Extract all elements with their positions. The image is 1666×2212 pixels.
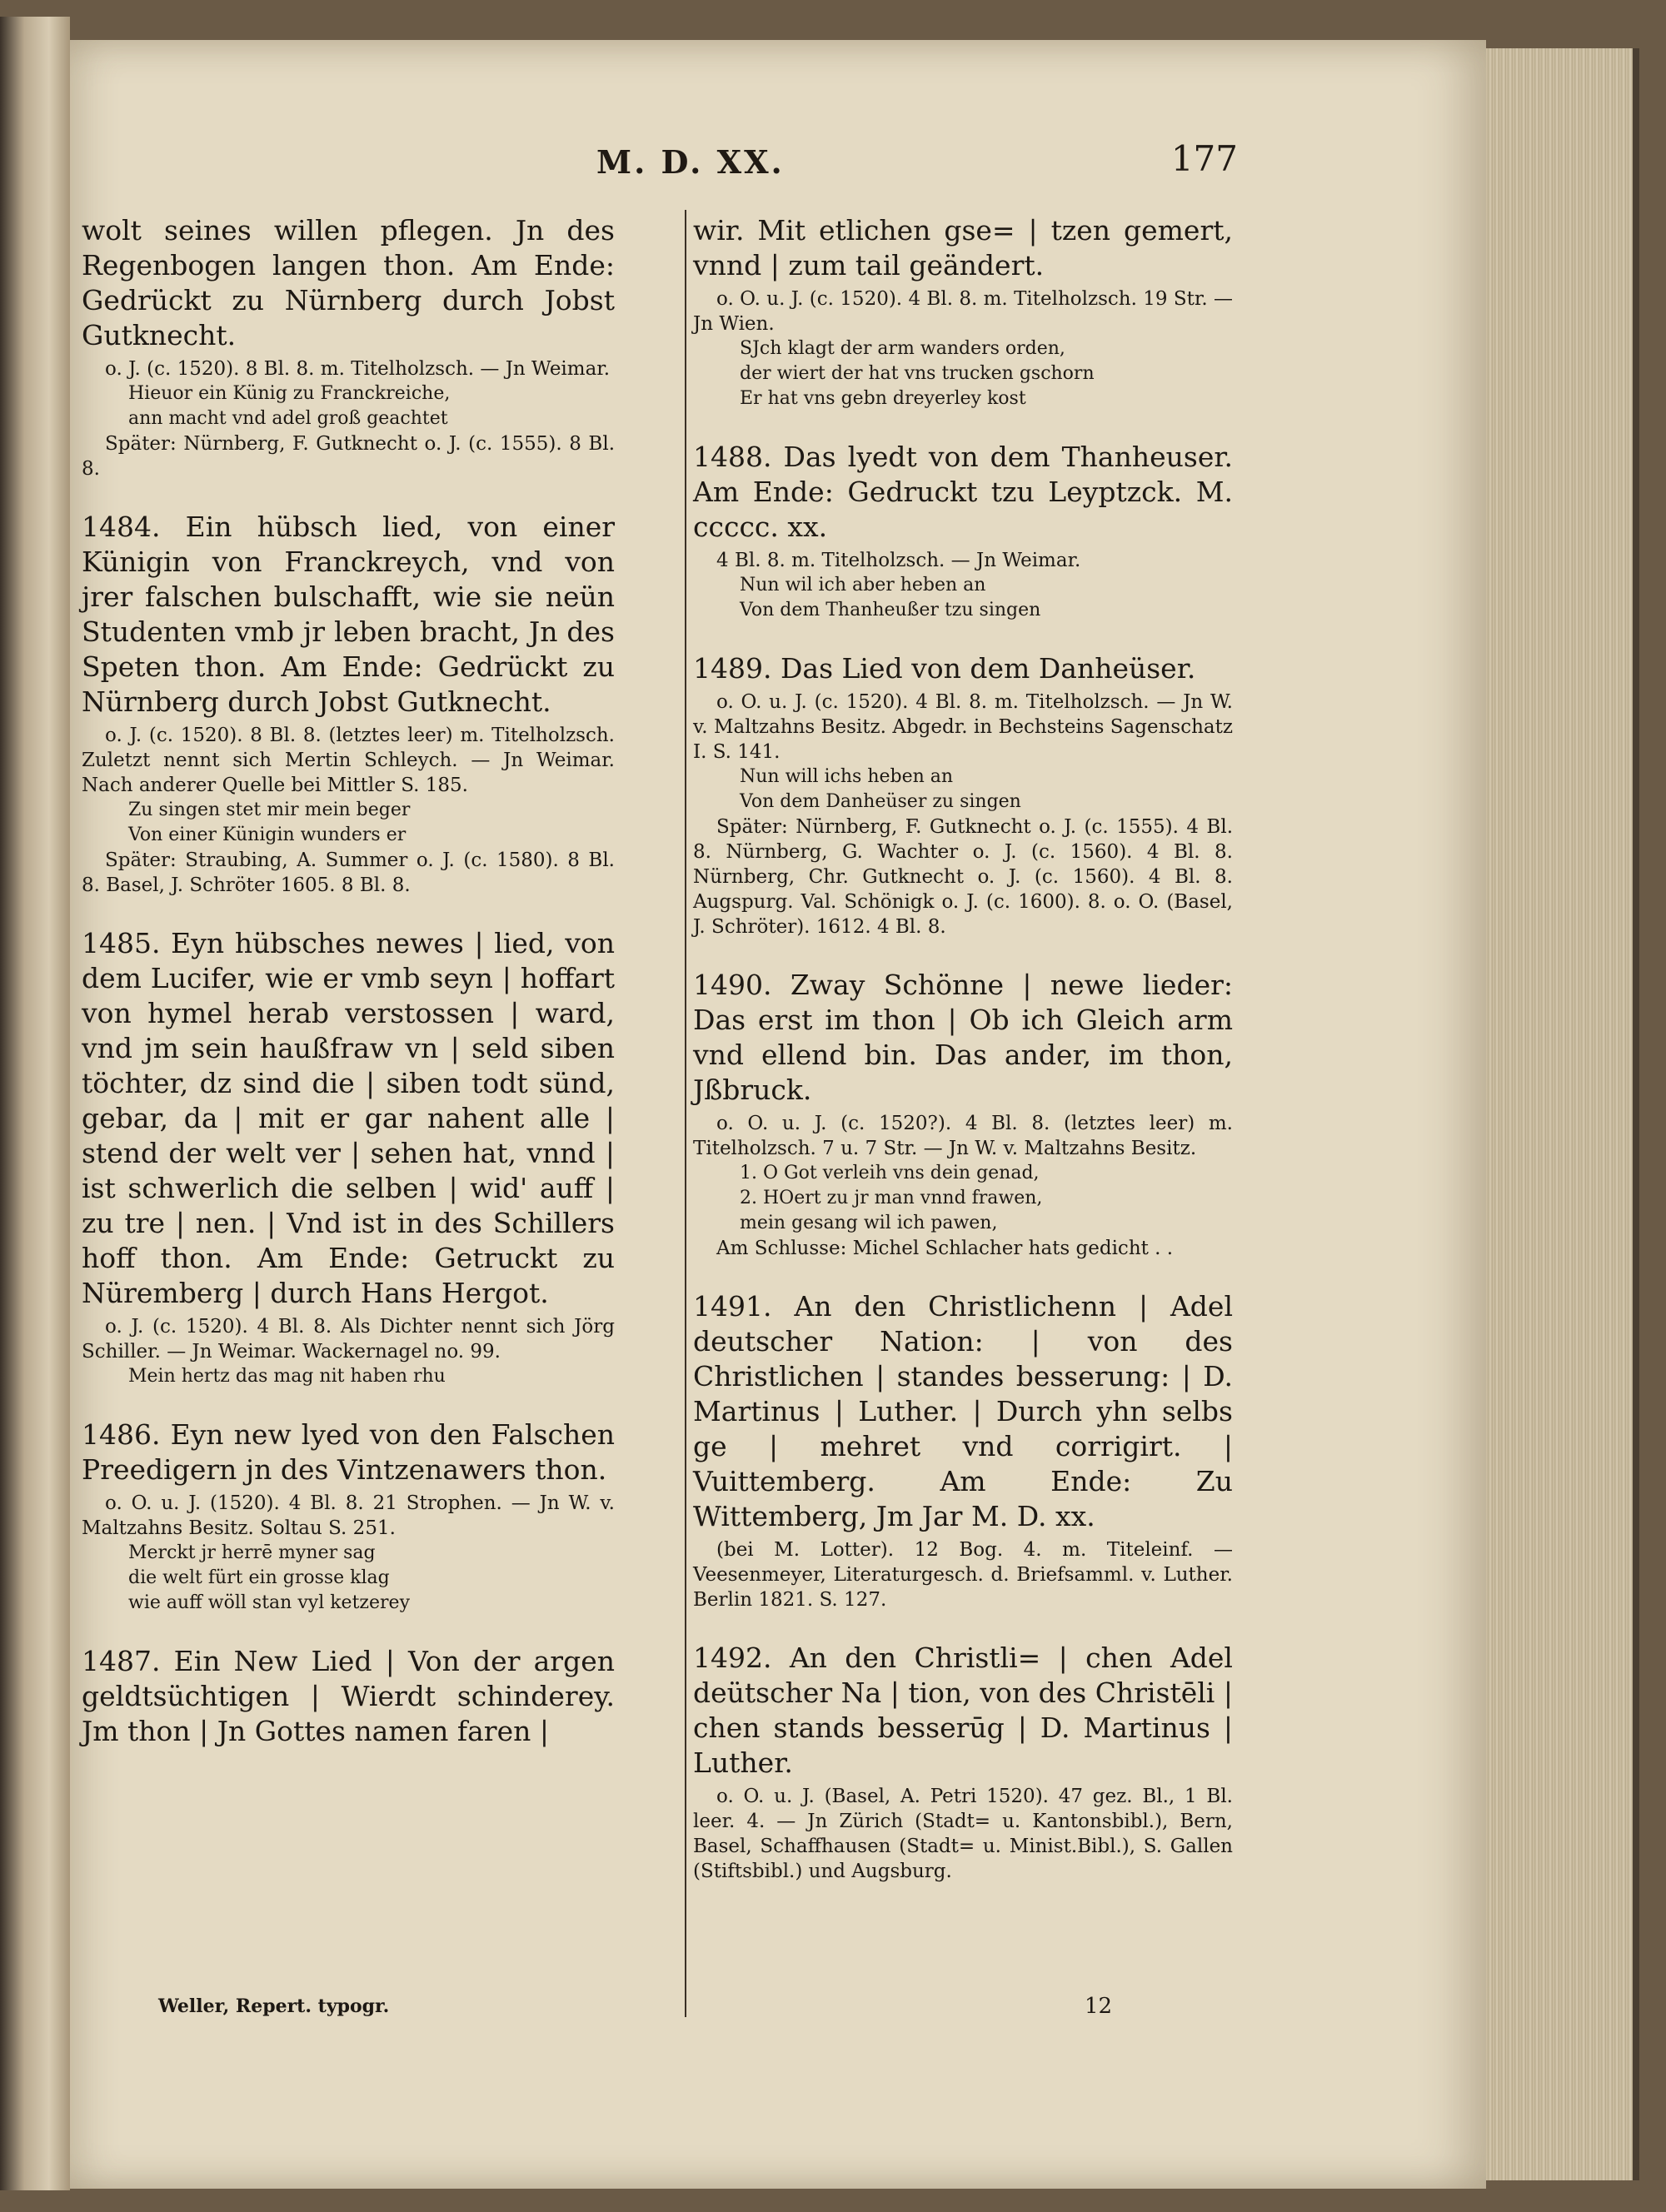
entry-later-editions: Später: Straubing, A. Summer o. J. (c. 1580). 8 Bl. 8. Basel, J. Schröter 1605. 8 Bl. 8. <box>82 849 615 896</box>
entry-title: 1492. An den Christli= | chen Adel deütscher Na | tion, von des Christēli | chen stands besserūg | D. Martinus | Luther. <box>693 1642 1233 1779</box>
running-head: M. D. XX. <box>596 143 785 181</box>
entry-bibliographic-note: o. J. (c. 1520). 8 Bl. 8. (letztes leer) m. Titelholzsch. Zuletzt nennt sich Mertin Schleych. — Jn Weimar. Nach anderer Quelle bei Mittler S. 185. <box>82 725 615 796</box>
catalog-entry <box>693 1289 1233 1612</box>
entry-later-editions: Später: Nürnberg, F. Gutknecht o. J. (c. 1555). 8 Bl. 8. <box>82 433 615 480</box>
entry-title: 1491. An den Christlichenn | Adel deutscher Nation: | von des Christlichen | standes besserung: | D. Martinus | Luther. | Durch yhn selbs ge | mehret vnd corrigirt. | Vuittemberg. Am Ende: Zu Wittemberg, Jm Jar M. D. xx. <box>693 1290 1233 1532</box>
entry-bibliographic-note: o. O. u. J. (c. 1520?). 4 Bl. 8. (letztes leer) m. Titelholzsch. 7 u. 7 Str. — Jn W. v. Maltzahns Besitz. <box>693 1113 1233 1159</box>
page-number: 177 <box>1170 138 1238 179</box>
catalog-entry <box>693 213 1233 411</box>
entry-title: 1490. Zway Schönne | newe lieder: Das erst im thon | Ob ich Gleich arm vnd ellend bin. Das ander, im thon, Jßbruck. <box>693 969 1233 1106</box>
catalog-entry <box>693 968 1233 1261</box>
catalog-entry <box>82 1644 615 1749</box>
entry-incipit-verse: Hieuor ein Künig zu Franckreiche, ann macht vnd adel groß geachtet <box>128 383 451 429</box>
entry-incipit-verse: Mein hertz das mag nit haben rhu <box>128 1366 446 1387</box>
entry-bibliographic-note: o. J. (c. 1520). 4 Bl. 8. Als Dichter nennt sich Jörg Schiller. — Jn Weimar. Wackernagel no. 99. <box>82 1316 615 1363</box>
catalog-entry <box>693 440 1233 623</box>
entry-later-editions: Später: Nürnberg, F. Gutknecht o. J. (c. 1555). 4 Bl. 8. Nürnberg, G. Wachter o. J. (c. 1560). 4 Bl. 8. Nürnberg, Chr. Gutknecht o. J. (c. 1560). 4 Bl. 8. Augspurg. Val. Schönigk o. J. (c. 1600). 8. o. O. (Basel, J. Schröter). 1612. 4 Bl. 8. <box>693 816 1233 938</box>
entry-bibliographic-note: 4 Bl. 8. m. Titelholzsch. — Jn Weimar. <box>716 550 1081 571</box>
catalog-entry <box>693 651 1233 939</box>
entry-incipit-verse: 1. O Got verleih vns dein genad, 2. HOert zu jr man vnnd frawen, mein gesang wil ich pawen, <box>740 1163 1043 1233</box>
entry-incipit-verse: SJch klagt der arm wanders orden, der wiert der hat vns trucken gschorn Er hat vns gebn dreyerley kost <box>740 338 1095 409</box>
right-column <box>693 213 1233 1912</box>
entry-incipit-verse: Merckt jr herrē myner sag die welt fürt ein grosse klag wie auff wöll stan vyl ketzerey <box>128 1542 410 1613</box>
entry-bibliographic-note: o. O. u. J. (Basel, A. Petri 1520). 47 gez. Bl., 1 Bl. leer. 4. — Jn Zürich (Stadt= u. Kantonsbibl.), Bern, Basel, Schaffhausen (Stadt= u. Minist.Bibl.), S. Gallen (Stiftsbibl.) und Augsburg. <box>693 1786 1233 1882</box>
signature-mark: Weller, Repert. typogr. <box>158 1995 390 2017</box>
left-column <box>82 213 615 1777</box>
entry-title: 1487. Ein New Lied | Von der argen geldtsüchtigen | Wierdt schinderey. Jm thon | Jn Gottes namen faren | <box>82 1645 615 1747</box>
entry-bibliographic-note: o. O. u. J. (c. 1520). 4 Bl. 8. m. Titelholzsch. 19 Str. — Jn Wien. <box>693 288 1233 335</box>
catalog-entry <box>82 1417 615 1616</box>
catalog-entry <box>82 213 615 481</box>
catalog-entry <box>82 510 615 898</box>
entry-title: 1486. Eyn new lyed von den Falschen Preedigern jn des Vintzenawers thon. <box>82 1418 615 1486</box>
facing-page-edge <box>0 17 70 2190</box>
entry-title: 1484. Ein hübsch lied, von einer Künigin von Franckreych, vnd von jrer falschen bulschafft, wie sie neün Studenten vmb jr leben bracht, Jn des Speten thon. Am Ende: Gedrückt zu Nürnberg durch Jobst Gutknecht. <box>82 511 615 718</box>
catalog-entry <box>693 1641 1233 1884</box>
entry-title: 1488. Das lyedt von dem Thanheuser. Am Ende: Gedruckt tzu Leyptzck. M. ccccc. xx. <box>693 441 1233 543</box>
entry-title: wolt seines willen pflegen. Jn des Regenbogen langen thon. Am Ende: Gedrückt zu Nürnberg durch Jobst Gutknecht. <box>82 214 615 351</box>
entry-title: 1485. Eyn hübsches newes | lied, von dem Lucifer, wie er vmb seyn | hoffart von hymel herab verstossen | ward, vnd jm sein haußfraw vn | seld siben töchter, dz sind die | siben todt sünd, gebar, da | mit er gar nahent alle | stend der welt ver | sehen hat, vnnd | ist schwerlich die selben | wid' auff | zu tre | nen. | Vnd ist in des Schillers hoff thon. Am Ende: Getruckt zu Nüremberg | durch Hans Hergot. <box>82 927 615 1309</box>
catalog-entry <box>82 926 615 1389</box>
entry-bibliographic-note: o. O. u. J. (1520). 4 Bl. 8. 21 Strophen. — Jn W. v. Maltzahns Besitz. Soltau S. 251. <box>82 1492 615 1539</box>
column-divider <box>685 210 686 2017</box>
entry-incipit-verse: Nun wil ich aber heben an Von dem Thanheußer tzu singen <box>740 575 1041 620</box>
entry-incipit-verse: Zu singen stet mir mein beger Von einer Künigin wunders er <box>128 800 411 845</box>
sheet-number: 12 <box>1085 1994 1113 2019</box>
entry-bibliographic-note: o. J. (c. 1520). 8 Bl. 8. m. Titelholzsch. — Jn Weimar. <box>105 358 611 380</box>
entry-later-editions: Am Schlusse: Michel Schlacher hats gedicht . . <box>716 1238 1174 1259</box>
entry-title: 1489. Das Lied von dem Danheüser. <box>693 652 1196 685</box>
entry-title: wir. Mit etlichen gse= | tzen gemert, vnnd | zum tail geändert. <box>693 214 1233 281</box>
entry-bibliographic-note: (bei M. Lotter). 12 Bog. 4. m. Titeleinf. — Veesenmeyer, Literaturgesch. d. Briefsamml. v. Luther. Berlin 1821. S. 127. <box>693 1539 1233 1611</box>
entry-incipit-verse: Nun will ichs heben an Von dem Danheüser zu singen <box>740 766 1021 812</box>
entry-bibliographic-note: o. O. u. J. (c. 1520). 4 Bl. 8. m. Titelholzsch. — Jn W. v. Maltzahns Besitz. Abgedr. in Bechsteins Sagenschatz I. S. 141. <box>693 691 1233 763</box>
page-stack-edge <box>1486 48 1639 2180</box>
page-header <box>80 102 1238 181</box>
